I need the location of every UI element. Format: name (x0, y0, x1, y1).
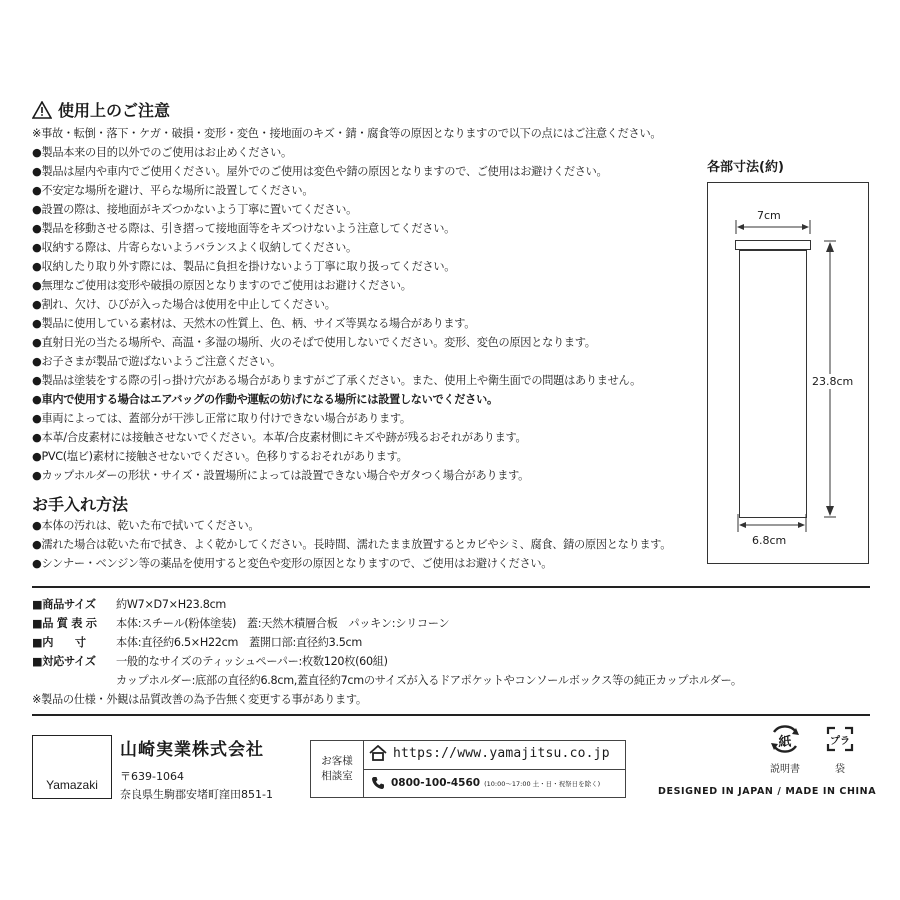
divider-bottom (32, 714, 870, 716)
care-item: ●本体の汚れは、乾いた布で拭いてください。 (32, 519, 260, 532)
care-list (32, 516, 671, 573)
spec-table (32, 595, 742, 709)
spec-value: 一般的なサイズのティッシュペーパー:枚数120枚(60組) (116, 655, 388, 668)
usage-item: ●本革/合皮素材には接触させないでください。本革/合皮素材側にキズや跡が残るおそれがあります。 (32, 431, 527, 444)
usage-header (32, 98, 170, 121)
website-row (369, 745, 610, 761)
usage-item: ●収納する際は、片寄らないようバランスよく収納してください。 (32, 241, 357, 254)
plastic-recycle-icon: プラ (823, 724, 857, 754)
recycle-plastic (820, 724, 860, 775)
company-address: 奈良県生駒郡安堵町窪田851-1 (120, 788, 273, 801)
spec-label: ■品 質 表 示 (32, 617, 97, 630)
spec-row-size (32, 595, 742, 614)
usage-item: ●製品に使用している素材は、天然木の性質上、色、柄、サイズ等異なる場合があります。 (32, 317, 476, 330)
company-postal: 〒639-1064 (120, 770, 184, 783)
usage-title: 使用上のご注意 (58, 101, 171, 120)
contact-label: お客様 相談室 (311, 741, 364, 797)
spec-value: 約W7×D7×H23.8cm (116, 598, 227, 611)
dimensions-title: 各部寸法(約) (707, 160, 784, 175)
phone-hours: (10:00〜17:00 土・日・祝祭日を除く) (484, 779, 601, 788)
usage-item-warning: ●車内で使用する場合はエアバッグの作動や運転の妨げになる場所には設置しないでください。 (32, 393, 498, 406)
usage-item: ●不安定な場所を避け、平らな場所に設置してください。 (32, 184, 314, 197)
recycle-paper-label: 説明書 (770, 764, 800, 775)
recycle-paper (765, 724, 805, 775)
made-in-label: DESIGNED IN JAPAN / MADE IN CHINA (658, 786, 877, 797)
spec-row-fit-2 (32, 671, 742, 690)
spec-row-quality (32, 614, 742, 633)
usage-item: ●直射日光の当たる場所や、高温・多湿の場所、火のそばで使用しないでください。変形、変色の原因となります。 (32, 336, 596, 349)
spec-label: ■商品サイズ (32, 598, 96, 611)
contact-panel (310, 740, 626, 798)
top-width-arrow (735, 220, 811, 234)
website-url[interactable]: https://www.yamajitsu.co.jp (393, 745, 610, 761)
usage-item: ●お子さまが製品で遊ばないようご注意ください。 (32, 355, 281, 368)
care-item: ●濡れた場合は乾いた布で拭き、よく乾かしてください。長時間、濡れたまま放置するとカビやシミ、腐食、錆の原因となります。 (32, 538, 672, 551)
usage-item: ●製品は塗装をする際の引っ掛け穴がある場合がありますがご了承ください。また、使用上や衛生面での問題はありません。 (32, 374, 641, 387)
spec-value: 本体:スチール(粉体塗装) 蓋:天然木積層合板 パッキン:シリコーン (116, 617, 450, 630)
usage-item: ●カップホルダーの形状・サイズ・設置場所によっては設置できない場合やガタつく場合があります。 (32, 469, 530, 482)
spec-label: ■対応サイズ (32, 655, 96, 668)
spec-note: ※製品の仕様・外観は品質改善の為予告無く変更する事があります。 (32, 693, 367, 706)
spec-label: ■内 寸 (32, 636, 86, 649)
phone-row (371, 776, 600, 790)
usage-item: ●無理なご使用は変形や破損の原因となりますのでご使用はお避けください。 (32, 279, 412, 292)
phone-number[interactable]: 0800-100-4560 (391, 777, 481, 789)
usage-list (32, 124, 702, 485)
usage-item: ●製品は屋内や車内でご使用ください。屋外でのご使用は変色や錆の原因となりますので、ご使用はお避けください。 (32, 165, 608, 178)
product-body (739, 250, 807, 518)
usage-item: ●車両によっては、蓋部分が干渉し正常に取り付けできない場合があります。 (32, 412, 411, 425)
usage-item: ●収納したり取り外す際には、製品に負担を掛けないよう丁寧に取り扱ってください。 (32, 260, 456, 273)
product-lid (735, 240, 811, 250)
home-icon (369, 745, 387, 761)
usage-item: ●設置の際は、接地面がキズつかないよう丁寧に置いてください。 (32, 203, 357, 216)
paper-recycle-icon: 紙 (768, 724, 802, 754)
bottom-width-label: 6.8cm (752, 534, 787, 547)
phone-icon (371, 776, 385, 790)
spec-value: 本体:直径約6.5×H22cm 蓋開口部:直径約3.5cm (116, 636, 362, 649)
bottom-width-arrow (737, 514, 807, 532)
care-item: ●シンナー・ベンジン等の薬品を使用すると変色や変形の原因となりますので、ご使用はお避けください。 (32, 557, 553, 570)
usage-item: ●PVC(塩ビ)素材に接触させないでください。色移りするおそれがあります。 (32, 450, 408, 463)
usage-item: ●製品本来の目的以外でのご使用はお止めください。 (32, 146, 292, 159)
company-name: 山崎実業株式会社 (120, 740, 264, 760)
company-info (120, 735, 273, 802)
spec-row-fit (32, 652, 742, 671)
usage-item: ●製品を移動させる際は、引き摺って接地面等をキズつけないよう注意してください。 (32, 222, 455, 235)
divider-top (32, 586, 870, 588)
warning-icon (32, 101, 52, 119)
usage-item: ●割れ、欠け、ひびが入った場合は使用を中止してください。 (32, 298, 336, 311)
care-title: お手入れ方法 (32, 495, 129, 514)
top-width-label: 7cm (757, 209, 781, 222)
brand-logo (32, 735, 112, 799)
spec-value: カップホルダー:底部の直径約6.8cm,蓋直径約7cmのサイズが入るドアポケットやコンソールボックス等の純正カップホルダー。 (116, 674, 742, 687)
recycle-plastic-label: 袋 (835, 764, 845, 775)
spec-row-inner (32, 633, 742, 652)
brand-logo-text: Yamazaki (46, 778, 98, 792)
usage-item: ※事故・転倒・落下・ケガ・破損・変形・変色・接地面のキズ・錆・腐食等の原因となりますので以下の点にはご注意ください。 (32, 127, 662, 140)
height-label: 23.8cm (812, 375, 854, 388)
contact-divider (364, 769, 625, 770)
